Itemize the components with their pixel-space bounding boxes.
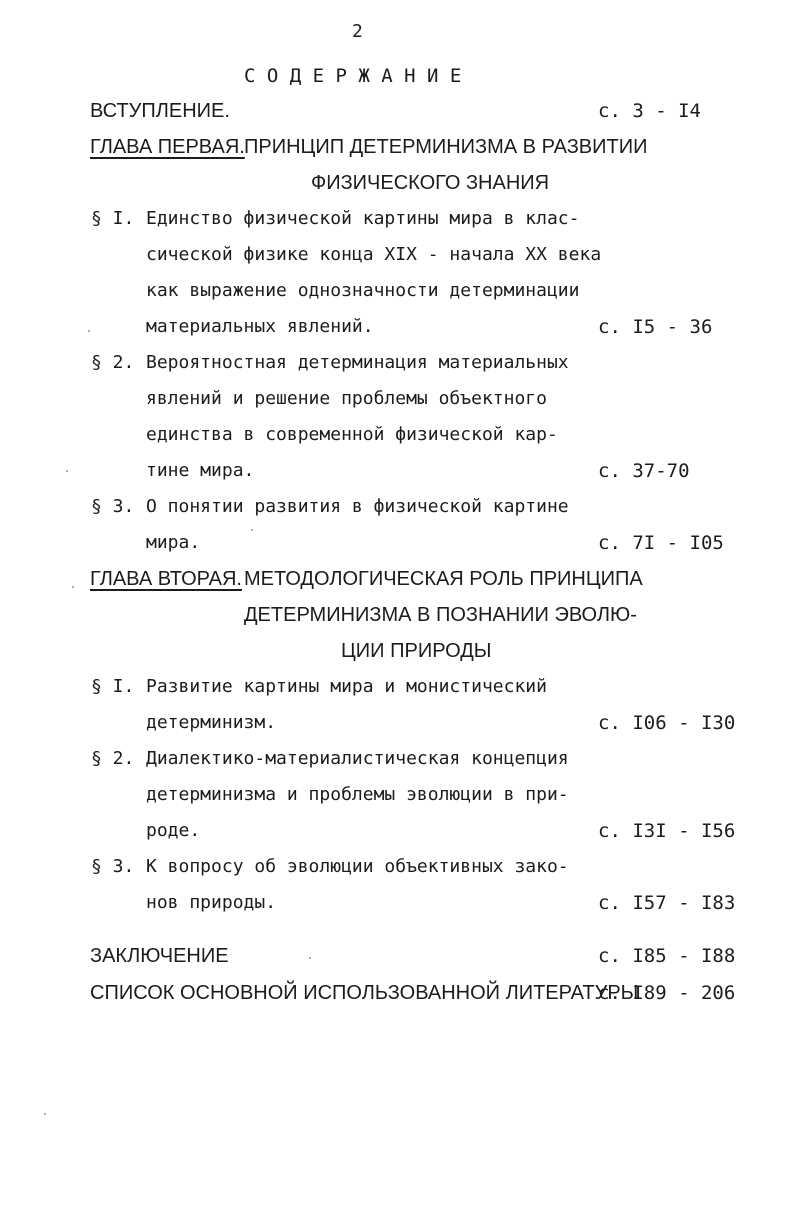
scan-speck	[44, 1113, 46, 1115]
ch1-sec2-line2: явлений и решение проблемы объектного	[146, 388, 547, 409]
ch2-sec1-pages: с. I06 - I30	[598, 712, 736, 734]
ch2-sec3-pages: с. I57 - I83	[598, 892, 736, 914]
scan-speck	[88, 330, 90, 332]
ch2-sec1-line2: детерминизм.	[146, 712, 277, 733]
ch1-sec1-pages: с. I5 - 36	[598, 316, 713, 338]
page-number: 2	[352, 21, 363, 42]
scan-speck	[66, 470, 68, 472]
scan-speck	[309, 957, 311, 959]
ch2-sec2-line1: Диалектико-материалистическая концепция	[146, 748, 569, 769]
ch2-sec1-mark: § I.	[91, 676, 135, 697]
chapter2-title-line2: ДЕТЕРМИНИЗМА В ПОЗНАНИИ ЭВОЛЮ-	[244, 604, 637, 626]
chapter2-title-line3: ЦИИ ПРИРОДЫ	[341, 640, 492, 662]
ch1-sec3-line2: мира.	[146, 532, 201, 553]
ch2-sec2-line3: роде.	[146, 820, 201, 841]
conclusion-label: ЗАКЛЮЧЕНИЕ	[90, 945, 229, 967]
ch1-sec3-pages: с. 7I - I05	[598, 532, 724, 554]
ch2-sec2-mark: § 2.	[91, 748, 135, 769]
conclusion-pages: с. I85 - I88	[598, 945, 736, 967]
ch2-sec2-pages: с. I3I - I56	[598, 820, 736, 842]
ch1-sec2-pages: с. 37-70	[598, 460, 690, 482]
contents-title: С О Д Е Р Ж А Н И Е	[244, 65, 462, 87]
ch1-sec2-line1: Вероятностная детерминация материальных	[146, 352, 569, 373]
ch1-sec1-line4: материальных явлений.	[146, 316, 374, 337]
ch1-sec2-line4: тине мира.	[146, 460, 255, 481]
ch2-sec1-line1: Развитие картины мира и монистический	[146, 676, 547, 697]
ch2-sec3-line1: К вопросу об эволюции объективных зако-	[146, 856, 569, 877]
bibliography-label: СПИСОК ОСНОВНОЙ ИСПОЛЬЗОВАННОЙ ЛИТЕРАТУРЫ	[90, 982, 639, 1004]
intro-pages: с. 3 - I4	[598, 100, 701, 122]
ch2-sec3-mark: § 3.	[91, 856, 135, 877]
ch2-sec3-line2: нов природы.	[146, 892, 277, 913]
ch1-sec2-line3: единства в современной физической кар-	[146, 424, 558, 445]
chapter2-title-line1: МЕТОДОЛОГИЧЕСКАЯ РОЛЬ ПРИНЦИПА	[244, 568, 643, 590]
ch1-sec3-mark: § 3.	[91, 496, 135, 517]
chapter1-title-line1: ПРИНЦИП ДЕТЕРМИНИЗМА В РАЗВИТИИ	[244, 136, 648, 158]
ch1-sec1-mark: § I.	[91, 208, 135, 229]
chapter1-label: ГЛАВА ПЕРВАЯ.	[90, 136, 245, 158]
ch1-sec1-line3: как выражение однозначности детерминации	[146, 280, 580, 301]
ch2-sec2-line2: детерминизма и проблемы эволюции в при-	[146, 784, 569, 805]
scan-speck	[251, 529, 253, 531]
chapter1-title-line2: ФИЗИЧЕСКОГО ЗНАНИЯ	[311, 172, 550, 194]
ch1-sec1-line1: Единство физической картины мира в клас-	[146, 208, 580, 229]
ch1-sec3-line1: О понятии развития в физической картине	[146, 496, 569, 517]
scan-speck	[72, 586, 74, 588]
chapter2-label: ГЛАВА ВТОРАЯ.	[90, 568, 242, 590]
ch1-sec2-mark: § 2.	[91, 352, 135, 373]
intro-label: ВСТУПЛЕНИЕ.	[90, 100, 230, 122]
bibliography-pages: с. I89 - 206	[598, 982, 736, 1004]
ch1-sec1-line2: сической физике конца XIX - начала XX века	[146, 244, 602, 265]
